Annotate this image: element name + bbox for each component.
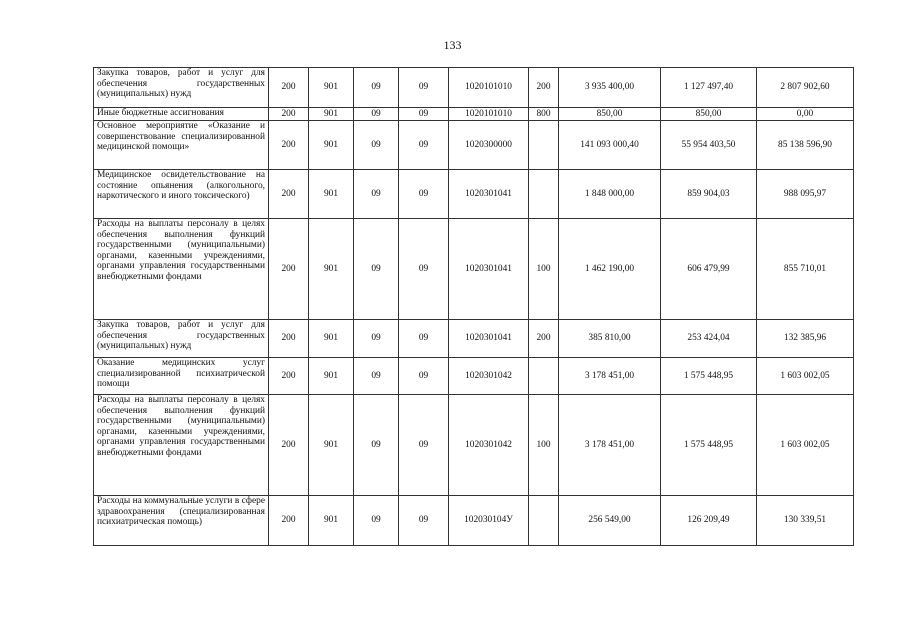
code-cell: 09 bbox=[354, 108, 399, 121]
vr-cell: 200 bbox=[529, 320, 559, 358]
code-cell: 09 bbox=[399, 219, 449, 320]
code-cell: 200 bbox=[269, 108, 309, 121]
csr-cell: 1020101010 bbox=[449, 108, 529, 121]
code-cell: 901 bbox=[309, 121, 354, 170]
sum-rest-cell: 2 807 902,60 bbox=[757, 68, 854, 108]
code-cell: 200 bbox=[269, 121, 309, 170]
table-row bbox=[94, 170, 854, 219]
sum-rest-cell: 85 138 596,90 bbox=[757, 121, 854, 170]
code-cell: 09 bbox=[354, 496, 399, 546]
sum-exec-cell: 859 904,03 bbox=[661, 170, 757, 219]
sum-exec-cell: 606 479,99 bbox=[661, 219, 757, 320]
code-cell: 200 bbox=[269, 496, 309, 546]
sum-plan-cell: 850,00 bbox=[559, 108, 661, 121]
code-cell: 09 bbox=[354, 68, 399, 108]
row-name: Расходы на коммунальные услуги в сфере здравоохранения (специализированная психиатрическая помощь) bbox=[94, 496, 269, 546]
sum-plan-cell: 3 178 451,00 bbox=[559, 358, 661, 395]
table-row bbox=[94, 121, 854, 170]
row-name: Закупка товаров, работ и услуг для обеспечения государственных (муниципальных) нужд bbox=[94, 320, 269, 358]
csr-cell: 1020301041 bbox=[449, 320, 529, 358]
sum-rest-cell: 1 603 002,05 bbox=[757, 358, 854, 395]
sum-exec-cell: 1 575 448,95 bbox=[661, 395, 757, 496]
sum-rest-cell: 855 710,01 bbox=[757, 219, 854, 320]
vr-cell: 100 bbox=[529, 395, 559, 496]
sum-rest-cell: 130 339,51 bbox=[757, 496, 854, 546]
page-number: 133 bbox=[443, 38, 462, 52]
code-cell: 09 bbox=[399, 496, 449, 546]
table-row bbox=[94, 496, 854, 546]
sum-exec-cell: 850,00 bbox=[661, 108, 757, 121]
vr-cell bbox=[529, 170, 559, 219]
row-name: Оказание медицинских услуг специализированной психиатрической помощи bbox=[94, 358, 269, 395]
vr-cell bbox=[529, 121, 559, 170]
code-cell: 09 bbox=[399, 108, 449, 121]
csr-cell: 102030104У bbox=[449, 496, 529, 546]
code-cell: 09 bbox=[399, 121, 449, 170]
vr-cell: 800 bbox=[529, 108, 559, 121]
csr-cell: 1020301042 bbox=[449, 358, 529, 395]
budget-table bbox=[93, 67, 854, 546]
sum-plan-cell: 256 549,00 bbox=[559, 496, 661, 546]
sum-rest-cell: 0,00 bbox=[757, 108, 854, 121]
code-cell: 901 bbox=[309, 108, 354, 121]
code-cell: 09 bbox=[399, 358, 449, 395]
row-name: Медицинское освидетельствование на состояние опьянения (алкогольного, наркотического и иного токсического) bbox=[94, 170, 269, 219]
row-name: Расходы на выплаты персоналу в целях обеспечения выполнения функций государственными (муниципальными) органами, казенными учреждениями, органами управления государственными внебюджетными фондами bbox=[94, 219, 269, 320]
sum-plan-cell: 3 178 451,00 bbox=[559, 395, 661, 496]
sum-plan-cell: 141 093 000,40 bbox=[559, 121, 661, 170]
table-row bbox=[94, 219, 854, 320]
code-cell: 09 bbox=[399, 170, 449, 219]
code-cell: 09 bbox=[399, 320, 449, 358]
code-cell: 901 bbox=[309, 320, 354, 358]
code-cell: 09 bbox=[399, 395, 449, 496]
sum-exec-cell: 253 424,04 bbox=[661, 320, 757, 358]
vr-cell bbox=[529, 496, 559, 546]
code-cell: 200 bbox=[269, 219, 309, 320]
sum-exec-cell: 1 127 497,40 bbox=[661, 68, 757, 108]
code-cell: 901 bbox=[309, 358, 354, 395]
sum-rest-cell: 1 603 002,05 bbox=[757, 395, 854, 496]
vr-cell bbox=[529, 358, 559, 395]
table-row bbox=[94, 395, 854, 496]
code-cell: 200 bbox=[269, 68, 309, 108]
csr-cell: 1020301042 bbox=[449, 395, 529, 496]
csr-cell: 1020300000 bbox=[449, 121, 529, 170]
sum-exec-cell: 1 575 448,95 bbox=[661, 358, 757, 395]
code-cell: 09 bbox=[354, 358, 399, 395]
sum-plan-cell: 1 462 190,00 bbox=[559, 219, 661, 320]
sum-plan-cell: 3 935 400,00 bbox=[559, 68, 661, 108]
code-cell: 09 bbox=[354, 395, 399, 496]
sum-rest-cell: 988 095,97 bbox=[757, 170, 854, 219]
sum-rest-cell: 132 385,96 bbox=[757, 320, 854, 358]
sum-plan-cell: 1 848 000,00 bbox=[559, 170, 661, 219]
sum-plan-cell: 385 810,00 bbox=[559, 320, 661, 358]
vr-cell: 100 bbox=[529, 219, 559, 320]
row-name: Расходы на выплаты персоналу в целях обеспечения выполнения функций государственными (муниципальными) органами, казенными учреждениями, органами управления государственными внебюджетными фондами bbox=[94, 395, 269, 496]
code-cell: 901 bbox=[309, 395, 354, 496]
row-name: Иные бюджетные ассигнования bbox=[94, 108, 269, 121]
code-cell: 09 bbox=[354, 121, 399, 170]
code-cell: 09 bbox=[399, 68, 449, 108]
code-cell: 09 bbox=[354, 320, 399, 358]
code-cell: 200 bbox=[269, 170, 309, 219]
vr-cell: 200 bbox=[529, 68, 559, 108]
code-cell: 200 bbox=[269, 395, 309, 496]
table-row bbox=[94, 358, 854, 395]
code-cell: 901 bbox=[309, 219, 354, 320]
table-row bbox=[94, 108, 854, 121]
code-cell: 09 bbox=[354, 170, 399, 219]
code-cell: 200 bbox=[269, 320, 309, 358]
table-row bbox=[94, 320, 854, 358]
code-cell: 901 bbox=[309, 68, 354, 108]
sum-exec-cell: 55 954 403,50 bbox=[661, 121, 757, 170]
csr-cell: 1020301041 bbox=[449, 170, 529, 219]
row-name: Закупка товаров, работ и услуг для обеспечения государственных (муниципальных) нужд bbox=[94, 68, 269, 108]
row-name: Основное мероприятие «Оказание и совершенствование специализированной медицинской помощи» bbox=[94, 121, 269, 170]
code-cell: 200 bbox=[269, 358, 309, 395]
table-row bbox=[94, 68, 854, 108]
csr-cell: 1020101010 bbox=[449, 68, 529, 108]
code-cell: 901 bbox=[309, 496, 354, 546]
sum-exec-cell: 126 209,49 bbox=[661, 496, 757, 546]
csr-cell: 1020301041 bbox=[449, 219, 529, 320]
code-cell: 901 bbox=[309, 170, 354, 219]
code-cell: 09 bbox=[354, 219, 399, 320]
